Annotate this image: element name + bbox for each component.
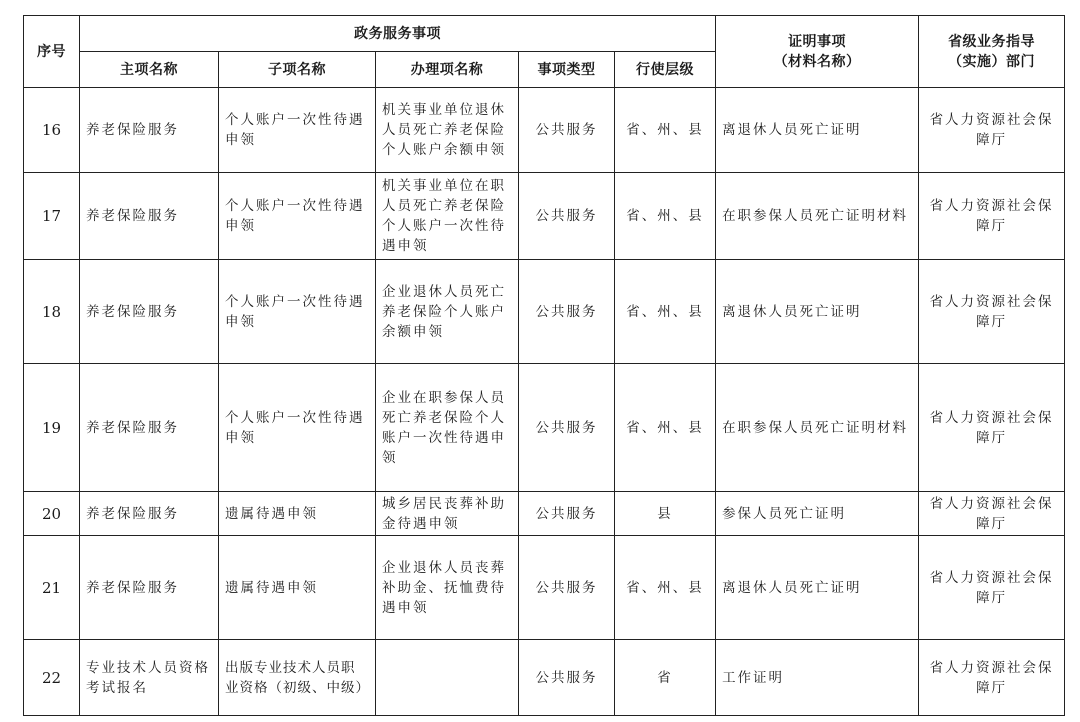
cell-main: 养老保险服务 <box>80 260 219 364</box>
cell-proof: 参保人员死亡证明 <box>716 492 919 536</box>
cell-sub: 遗属待遇申领 <box>219 536 376 640</box>
cell-main: 养老保险服务 <box>80 364 219 492</box>
cell-type: 公共服务 <box>519 492 615 536</box>
cell-proof: 离退休人员死亡证明 <box>716 536 919 640</box>
header-row-top <box>24 16 1065 52</box>
cell-type: 公共服务 <box>519 173 615 260</box>
cell-dept: 省人力资源社会保障厅 <box>919 536 1065 640</box>
cell-type: 公共服务 <box>519 536 615 640</box>
cell-proof: 在职参保人员死亡证明材料 <box>716 364 919 492</box>
cell-proof: 工作证明 <box>716 640 919 716</box>
cell-seq: 21 <box>24 536 80 640</box>
header-seq: 序号 <box>24 16 80 88</box>
cell-level: 省、州、县 <box>615 536 716 640</box>
table-row <box>24 492 1065 536</box>
table-row <box>24 364 1065 492</box>
table-row <box>24 536 1065 640</box>
header-main-item: 主项名称 <box>80 52 219 88</box>
cell-proof: 离退休人员死亡证明 <box>716 88 919 173</box>
header-dept-title: 省级业务指导 <box>948 33 1036 50</box>
cell-handling <box>376 640 519 716</box>
cell-level: 省、州、县 <box>615 88 716 173</box>
cell-sub: 个人账户一次性待遇申领 <box>219 364 376 492</box>
cell-proof: 在职参保人员死亡证明材料 <box>716 173 919 260</box>
cell-dept: 省人力资源社会保障厅 <box>919 173 1065 260</box>
cell-seq: 17 <box>24 173 80 260</box>
table-row <box>24 260 1065 364</box>
cell-level: 省、州、县 <box>615 260 716 364</box>
cell-seq: 19 <box>24 364 80 492</box>
header-proof <box>716 16 919 88</box>
cell-main: 养老保险服务 <box>80 173 219 260</box>
cell-level: 省、州、县 <box>615 173 716 260</box>
header-proof-title: 证明事项 <box>788 33 847 50</box>
cell-dept: 省人力资源社会保障厅 <box>919 640 1065 716</box>
table-row <box>24 640 1065 716</box>
cell-seq: 20 <box>24 492 80 536</box>
cell-handling: 企业退休人员丧葬补助金、抚恤费待遇申领 <box>376 536 519 640</box>
cell-level: 省 <box>615 640 716 716</box>
cell-sub: 出版专业技术人员职业资格（初级、中级） <box>219 640 376 716</box>
cell-type: 公共服务 <box>519 364 615 492</box>
header-handling-item: 办理项名称 <box>376 52 519 88</box>
cell-main: 养老保险服务 <box>80 536 219 640</box>
header-group: 政务服务事项 <box>80 16 716 52</box>
cell-handling: 城乡居民丧葬补助金待遇申领 <box>376 492 519 536</box>
cell-seq: 18 <box>24 260 80 364</box>
cell-level: 县 <box>615 492 716 536</box>
header-dept <box>919 16 1065 88</box>
cell-dept: 省人力资源社会保障厅 <box>919 88 1065 173</box>
cell-sub: 遗属待遇申领 <box>219 492 376 536</box>
cell-main: 专业技术人员资格考试报名 <box>80 640 219 716</box>
cell-type: 公共服务 <box>519 640 615 716</box>
cell-handling: 企业退休人员死亡养老保险个人账户余额申领 <box>376 260 519 364</box>
cell-dept: 省人力资源社会保障厅 <box>919 260 1065 364</box>
cell-sub: 个人账户一次性待遇申领 <box>219 173 376 260</box>
cell-seq: 16 <box>24 88 80 173</box>
cell-type: 公共服务 <box>519 260 615 364</box>
cell-dept: 省人力资源社会保障厅 <box>919 364 1065 492</box>
cell-type: 公共服务 <box>519 88 615 173</box>
cell-main: 养老保险服务 <box>80 88 219 173</box>
header-level: 行使层级 <box>615 52 716 88</box>
table-row <box>24 88 1065 173</box>
cell-sub: 个人账户一次性待遇申领 <box>219 88 376 173</box>
cell-proof: 离退休人员死亡证明 <box>716 260 919 364</box>
cell-handling: 企业在职参保人员死亡养老保险个人账户一次性待遇申领 <box>376 364 519 492</box>
table-row <box>24 173 1065 260</box>
cell-level: 省、州、县 <box>615 364 716 492</box>
header-sub-item: 子项名称 <box>219 52 376 88</box>
cell-handling: 机关事业单位退休人员死亡养老保险个人账户余额申领 <box>376 88 519 173</box>
cell-dept: 省人力资源社会保障厅 <box>919 492 1065 536</box>
cell-sub: 个人账户一次性待遇申领 <box>219 260 376 364</box>
header-dept-subtitle: （实施）部门 <box>948 53 1036 70</box>
header-item-type: 事项类型 <box>519 52 615 88</box>
cell-seq: 22 <box>24 640 80 716</box>
cell-handling: 机关事业单位在职人员死亡养老保险个人账户一次性待遇申领 <box>376 173 519 260</box>
header-proof-subtitle: （材料名称） <box>773 53 861 70</box>
service-items-table <box>23 15 1065 716</box>
cell-main: 养老保险服务 <box>80 492 219 536</box>
